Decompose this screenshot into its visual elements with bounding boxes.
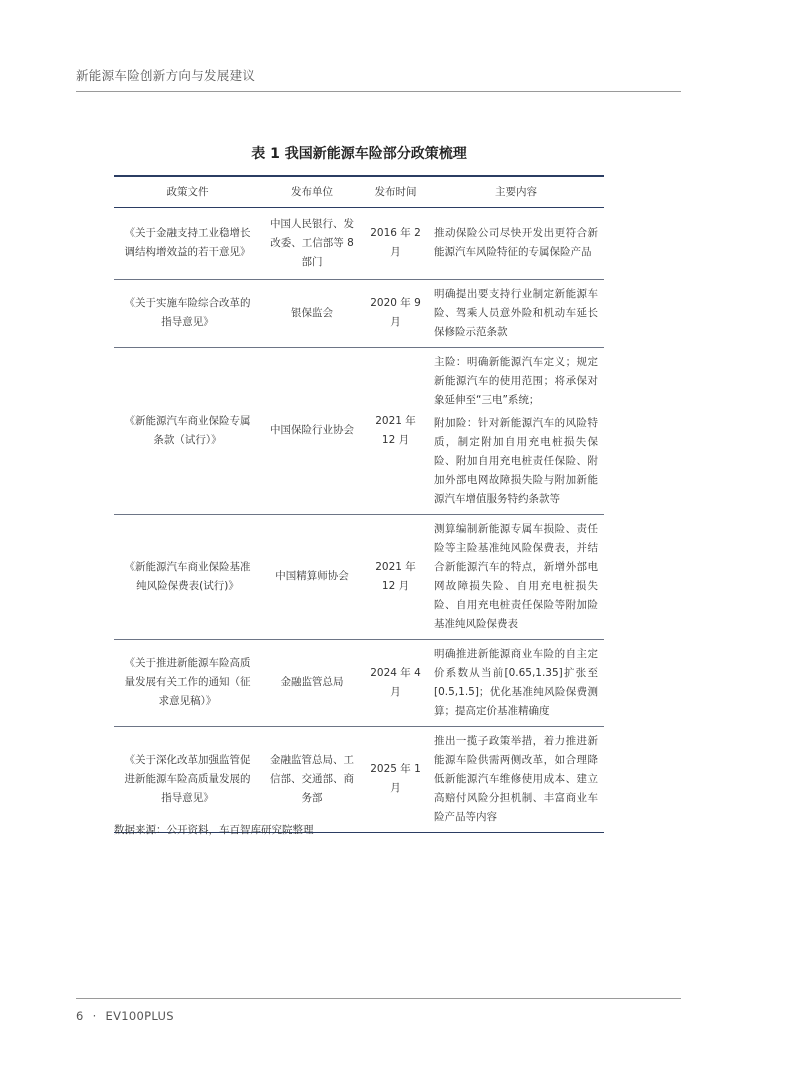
table-title: 表 1 我国新能源车险部分政策梳理 <box>251 146 467 162</box>
content-paragraph: 明确提出要支持行业制定新能源车险、驾乘人员意外险和机动车延长保修险示范条款 <box>434 287 598 338</box>
running-header-title: 新能源车险创新方向与发展建议 <box>76 68 256 83</box>
issuer-cell: 金融监管总局 <box>261 639 363 726</box>
policy-document-cell: 《新能源汽车商业保险基准纯风险保费表(试行)》 <box>114 514 261 639</box>
content-paragraph-main-insurance: 主险：明确新能源汽车定义；规定新能源汽车的使用范围；将承保对象延伸至“三电”系统； <box>434 355 598 406</box>
column-header-issuer: 发布单位 <box>261 176 363 207</box>
date-cell: 2016 年 2 月 <box>363 207 428 279</box>
publisher-brand: EV100PLUS <box>105 1009 174 1023</box>
data-source-note: 数据来源：公开资料，车百智库研究院整理 <box>114 824 314 836</box>
header-divider <box>76 91 681 92</box>
footer-divider <box>76 998 681 999</box>
content-cell <box>428 514 604 639</box>
page-footer <box>76 1009 174 1023</box>
table-row <box>114 639 604 726</box>
table-row <box>114 279 604 347</box>
table-row <box>114 347 604 514</box>
table-header-row <box>114 176 604 207</box>
column-header-content: 主要内容 <box>428 176 604 207</box>
content-cell <box>428 347 604 514</box>
content-paragraph: 推出一揽子政策举措，着力推进新能源车险供需两侧改革，如合理降低新能源汽车维修使用成本、建立高赔付风险分担机制、丰富商业车险产品等内容 <box>434 734 598 823</box>
issuer-cell: 中国保险行业协会 <box>261 347 363 514</box>
issuer-cell: 中国人民银行、发改委、工信部等 8 部门 <box>261 207 363 279</box>
content-paragraph: 测算编制新能源专属车损险、责任险等主险基准纯风险保费表，并结合新能源汽车的特点，新增外部电网故障损失险、自用充电桩损失险、自用充电桩责任保险等附加险基准纯风险保费表 <box>434 522 598 630</box>
column-header-date: 发布时间 <box>363 176 428 207</box>
column-header-document: 政策文件 <box>114 176 261 207</box>
date-cell: 2020 年 9 月 <box>363 279 428 347</box>
policy-document-cell: 《新能源汽车商业保险专属条款（试行）》 <box>114 347 261 514</box>
policy-document-cell: 《关于实施车险综合改革的指导意见》 <box>114 279 261 347</box>
page-number: 6 <box>76 1009 84 1023</box>
content-cell <box>428 639 604 726</box>
content-paragraph: 明确推进新能源商业车险的自主定价系数从当前[0.65,1.35]扩张至[0.5,1.5]；优化基准纯风险保费测算；提高定价基准精确度 <box>434 647 598 717</box>
footer-separator: · <box>92 1009 97 1023</box>
table-row <box>114 726 604 832</box>
policy-document-cell: 《关于金融支持工业稳增长调结构增效益的若干意见》 <box>114 207 261 279</box>
table-row <box>114 514 604 639</box>
date-cell: 2025 年 1 月 <box>363 726 428 832</box>
date-cell: 2021 年 12 月 <box>363 514 428 639</box>
issuer-cell: 金融监管总局、工信部、交通部、商务部 <box>261 726 363 832</box>
content-cell <box>428 207 604 279</box>
table-row <box>114 207 604 279</box>
issuer-cell: 中国精算师协会 <box>261 514 363 639</box>
content-paragraph: 推动保险公司尽快开发出更符合新能源汽车风险特征的专属保险产品 <box>434 227 598 258</box>
issuer-cell: 银保监会 <box>261 279 363 347</box>
date-cell: 2024 年 4 月 <box>363 639 428 726</box>
policy-table <box>114 175 604 833</box>
content-cell <box>428 279 604 347</box>
content-paragraph-additional-insurance: 附加险：针对新能源汽车的风险特质，制定附加自用充电桩损失保险、附加自用充电桩责任保险、附加外部电网故障损失险与附加新能源汽车增值服务特约条款等 <box>434 416 598 505</box>
policy-document-cell: 《关于深化改革加强监管促进新能源车险高质量发展的指导意见》 <box>114 726 261 832</box>
content-cell <box>428 726 604 832</box>
date-cell: 2021 年 12 月 <box>363 347 428 514</box>
policy-document-cell: 《关于推进新能源车险高质量发展有关工作的通知（征求意见稿）》 <box>114 639 261 726</box>
